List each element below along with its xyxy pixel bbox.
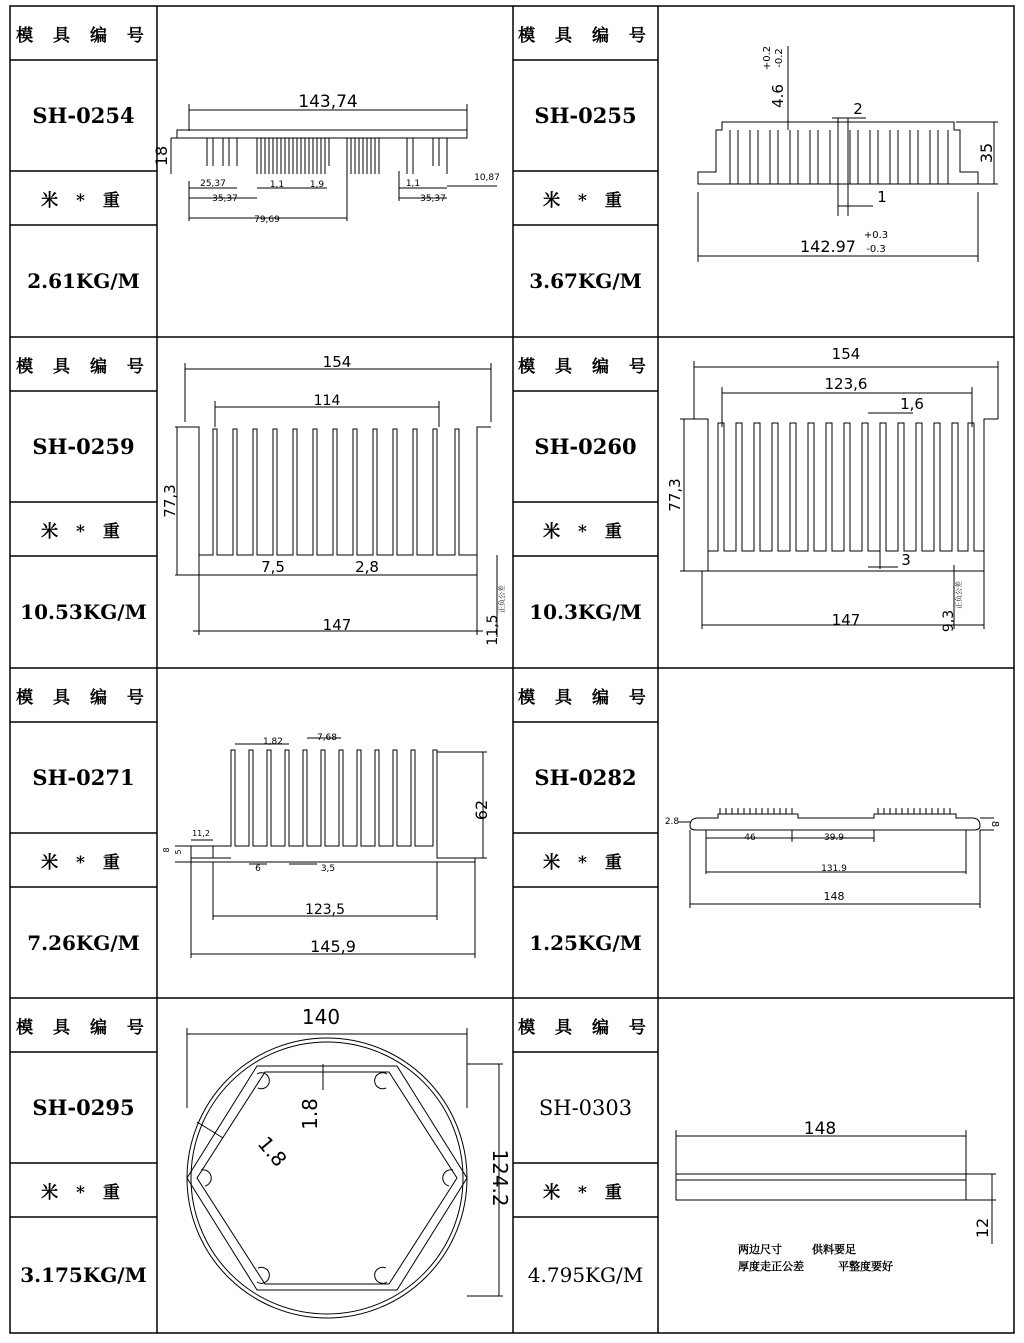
mold-no-header: 模 具 编 号 — [518, 356, 653, 377]
profile-drawing-sh-0295 — [157, 998, 513, 1329]
dim-label: 35,37 — [420, 194, 446, 204]
dim-label: 1,9 — [309, 180, 325, 190]
dim-label: 1 — [877, 188, 887, 206]
dim-label: 12 — [973, 1217, 992, 1239]
spec-note: 供料要足 — [812, 1243, 856, 1256]
model-code: SH-0259 — [32, 434, 135, 459]
mold-no-header: 模 具 编 号 — [518, 25, 653, 46]
dim-label: 142.97 — [800, 237, 856, 256]
dim-label: 7,5 — [261, 558, 285, 576]
weight-value: 3.175KG/M — [20, 1263, 147, 1287]
model-code: SH-0303 — [538, 1095, 633, 1120]
tolerance-note: 正负公差 — [498, 585, 506, 613]
dim-label: 8 — [989, 820, 1000, 828]
model-code: SH-0255 — [534, 103, 637, 128]
weight-header: 米 * 重 — [543, 190, 628, 211]
weight-header: 米 * 重 — [41, 190, 126, 211]
mold-no-header: 模 具 编 号 — [518, 1017, 653, 1038]
weight-value: 3.67KG/M — [529, 269, 642, 293]
spec-note: 平整度要好 — [838, 1260, 893, 1273]
dim-label: 148 — [803, 1119, 837, 1139]
spec-note: 两边尺寸 — [738, 1243, 782, 1256]
dim-label: 11,2 — [192, 829, 210, 838]
mold-no-header: 模 具 编 号 — [16, 25, 151, 46]
dim-label: -0.2 — [774, 48, 785, 68]
mold-no-header: 模 具 编 号 — [518, 687, 653, 708]
weight-header: 米 * 重 — [543, 852, 628, 873]
model-code: SH-0271 — [32, 765, 135, 790]
dim-label: 123,6 — [824, 375, 868, 393]
profile-drawing-sh-0271 — [157, 668, 513, 999]
dim-label: 1,82 — [262, 737, 284, 747]
dim-label: 79,69 — [254, 215, 280, 225]
dim-label: 148 — [823, 890, 845, 903]
dim-label: 8 — [162, 847, 171, 853]
dim-label: 147 — [322, 616, 352, 634]
mold-no-header: 模 具 编 号 — [16, 356, 151, 377]
weight-header: 米 * 重 — [543, 521, 628, 542]
dim-label: 143,74 — [298, 92, 358, 112]
model-code: SH-0282 — [534, 765, 637, 790]
profile-drawing-sh-0255 — [658, 6, 1014, 337]
profile-drawing-sh-0260 — [658, 337, 1014, 668]
dim-label: 18 — [152, 145, 171, 167]
dim-label: -0.3 — [866, 244, 886, 255]
dim-label: 9,3 — [941, 609, 957, 633]
dim-label: 35 — [977, 142, 996, 164]
dim-label: 2.8 — [664, 817, 680, 827]
dim-label: 39.9 — [823, 833, 845, 843]
dim-label: 7,68 — [316, 733, 338, 743]
dim-label: +0.3 — [863, 230, 889, 241]
dim-label: 35,37 — [212, 194, 238, 204]
weight-value: 10.53KG/M — [20, 600, 147, 624]
dim-label: 11,5 — [485, 614, 501, 646]
profile-drawing-sh-0282 — [658, 668, 1014, 999]
dim-label: 147 — [831, 611, 861, 629]
dim-label: 46 — [744, 833, 756, 843]
dim-label: 131.9 — [821, 864, 847, 874]
mold-no-header: 模 具 编 号 — [16, 1017, 151, 1038]
profile-drawing-sh-0259 — [157, 337, 513, 668]
model-code: SH-0254 — [32, 103, 135, 128]
weight-value: 10.3KG/M — [529, 600, 642, 624]
dim-label: 2 — [853, 100, 863, 118]
dim-label: +0.2 — [762, 45, 773, 71]
dim-label: 145,9 — [310, 937, 356, 956]
spec-note: 厚度走正公差 — [738, 1260, 804, 1273]
weight-header: 米 * 重 — [41, 1182, 126, 1203]
dim-label: 77,3 — [161, 484, 179, 518]
dim-label: 2,8 — [355, 558, 379, 576]
tolerance-note: 正负公差 — [955, 581, 963, 609]
dim-label: 62 — [472, 799, 491, 821]
profile-drawing-sh-0254 — [152, 6, 513, 337]
dim-label: 77,3 — [666, 478, 684, 512]
model-code: SH-0260 — [534, 434, 637, 459]
dim-label: 5 — [174, 849, 183, 855]
dim-label: 140 — [301, 1005, 341, 1029]
profile-drawing-sh-0303 — [658, 998, 1014, 1329]
mold-no-header: 模 具 编 号 — [16, 687, 151, 708]
weight-value: 2.61KG/M — [27, 269, 140, 293]
weight-header: 米 * 重 — [41, 521, 126, 542]
dim-label: 154 — [322, 353, 352, 371]
dim-label: 1,1 — [405, 179, 421, 189]
model-code: SH-0295 — [32, 1095, 135, 1120]
weight-value: 1.25KG/M — [529, 930, 642, 955]
dim-label: 124.2 — [488, 1149, 512, 1207]
dim-label: 4.6 — [769, 84, 787, 108]
dim-label: 3,5 — [320, 864, 336, 874]
dim-label: 6 — [255, 864, 261, 874]
dim-label: 10,87 — [474, 173, 500, 183]
dim-label: 154 — [831, 345, 861, 363]
dim-label: 25,37 — [200, 179, 226, 189]
dim-label: 1,1 — [269, 180, 285, 190]
weight-value: 4.795KG/M — [527, 1263, 644, 1287]
weight-value: 7.26KG/M — [27, 930, 140, 955]
dim-label: 114 — [313, 393, 341, 409]
weight-header: 米 * 重 — [41, 852, 126, 873]
dim-label: 1,6 — [900, 395, 924, 413]
dim-label: 123,5 — [304, 902, 346, 918]
dim-label: 1.8 — [298, 1098, 322, 1130]
weight-header: 米 * 重 — [543, 1182, 628, 1203]
dim-label: 3 — [901, 551, 911, 569]
dim-label: 1.8 — [252, 1131, 292, 1172]
